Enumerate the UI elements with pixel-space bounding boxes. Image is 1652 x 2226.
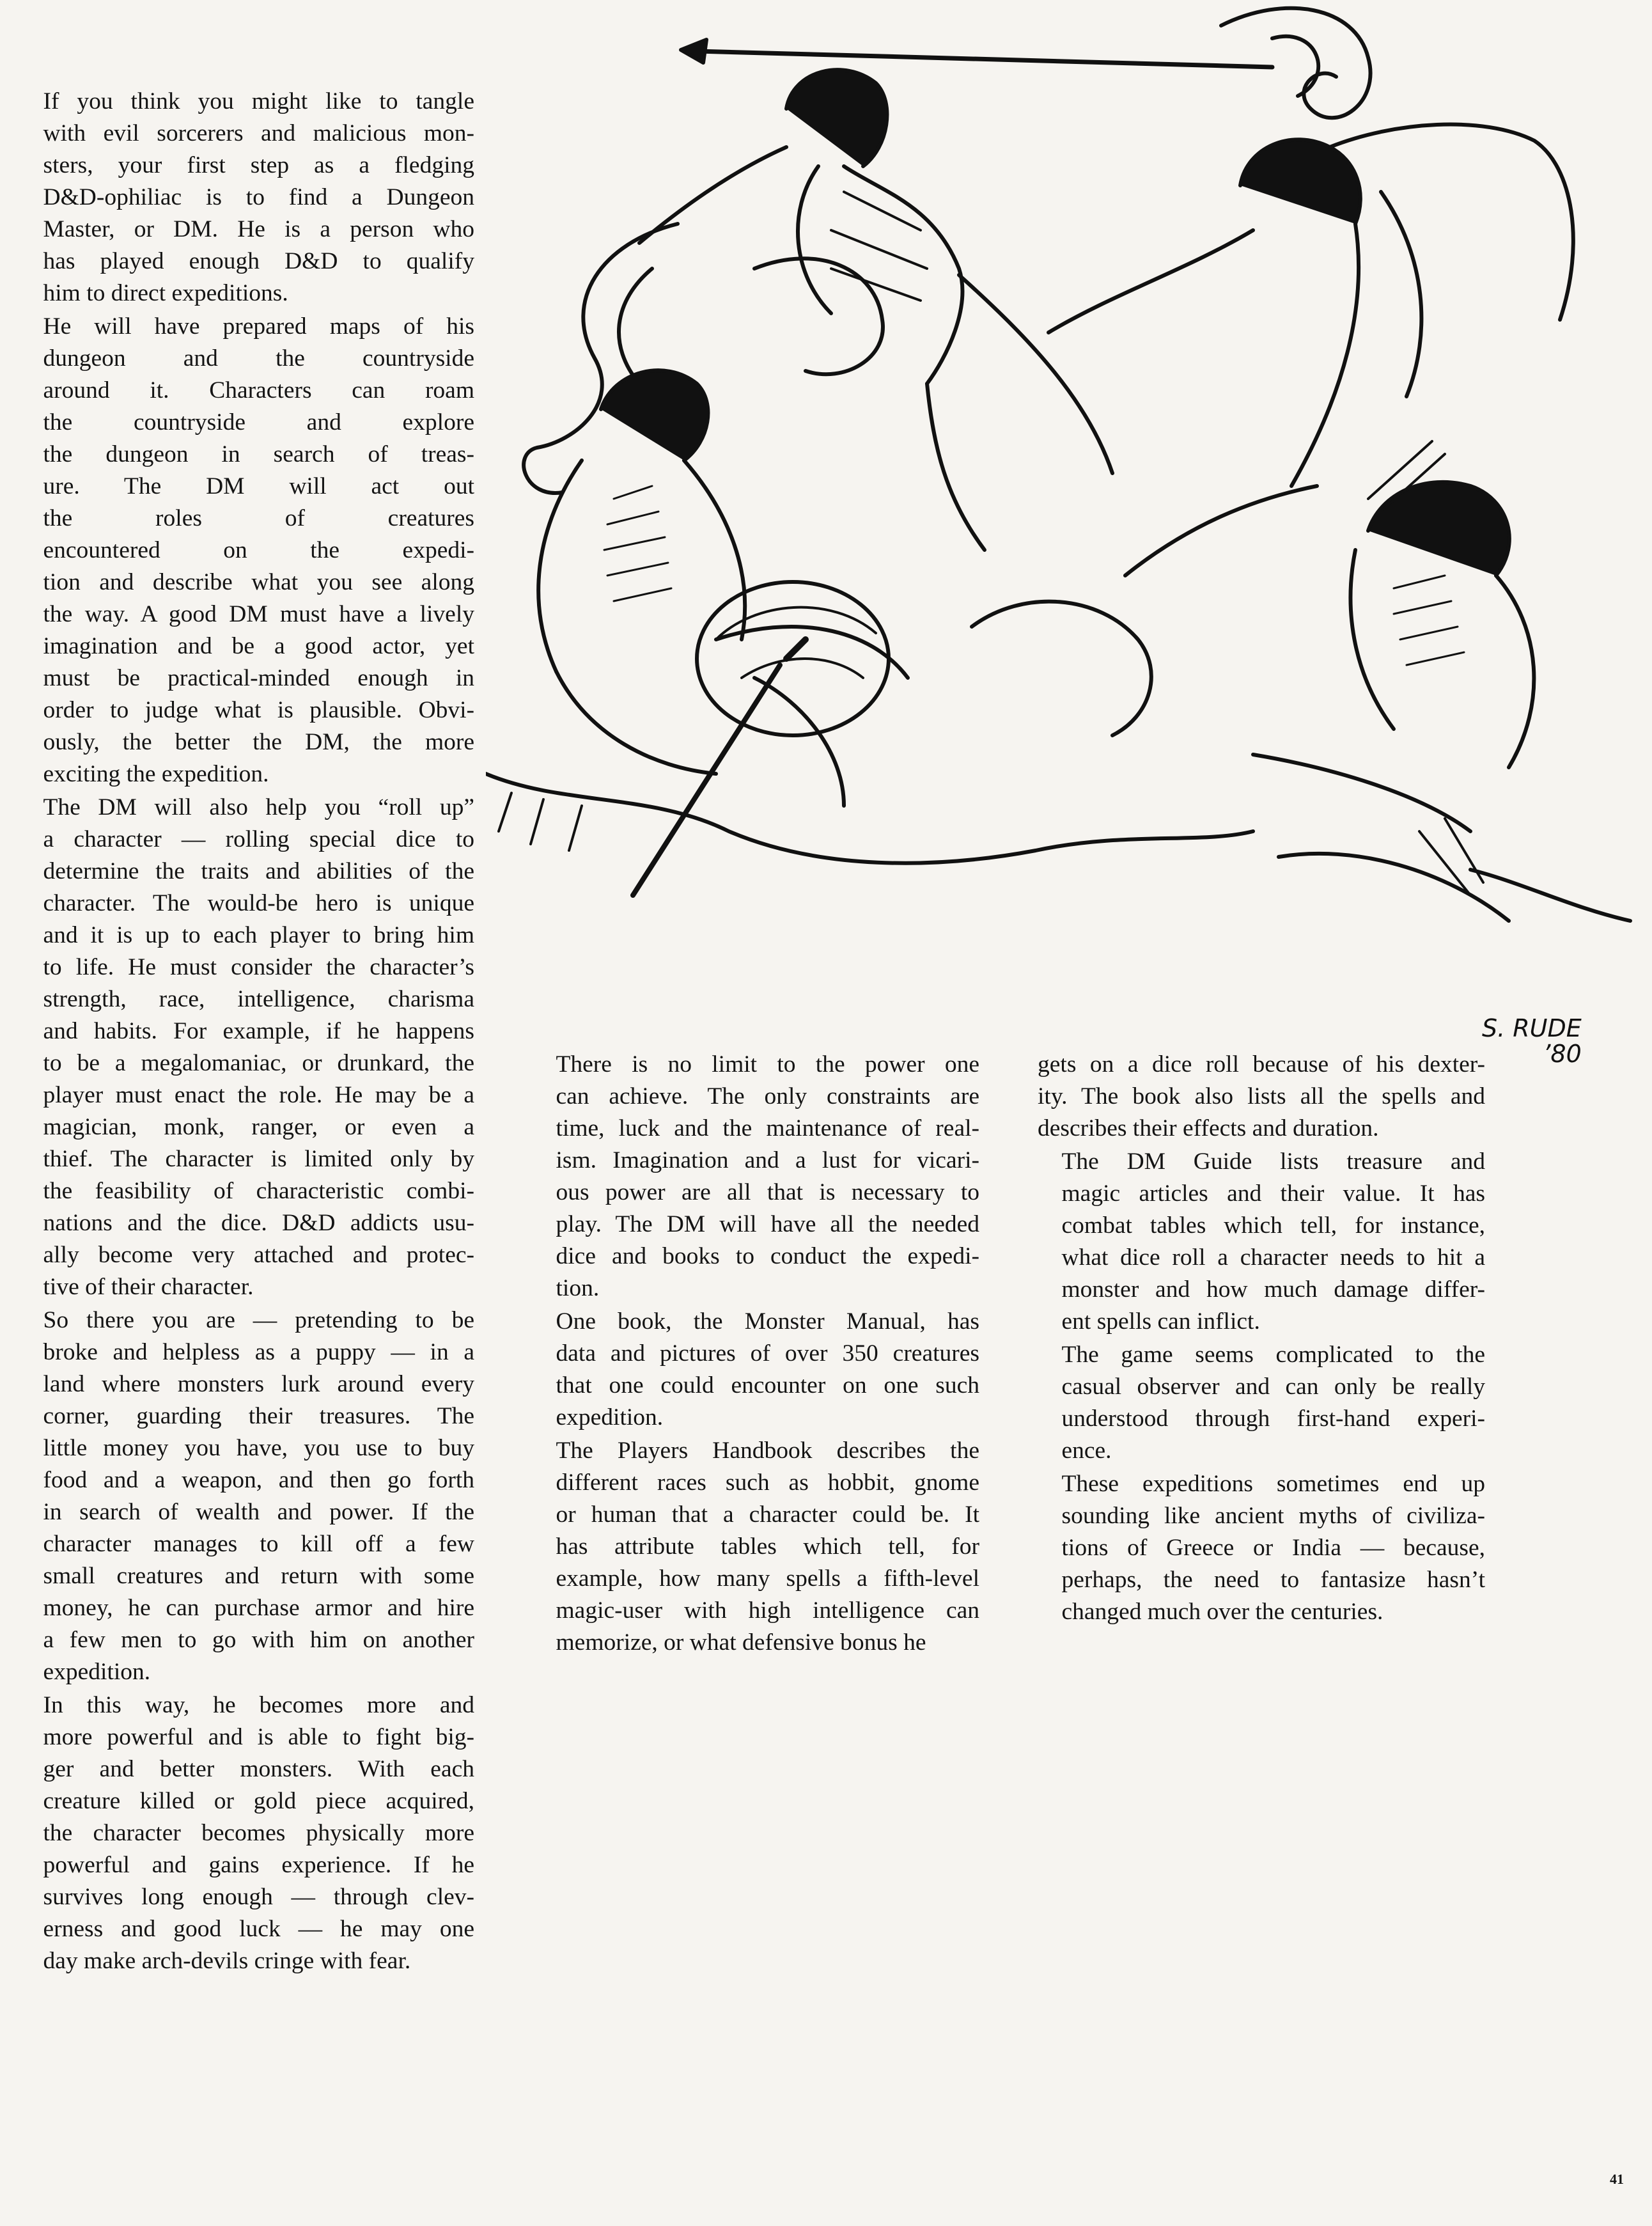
text-line: data and pictures of over 350 creatures xyxy=(556,1340,979,1367)
article-column-3 xyxy=(1038,1049,1485,1628)
text-line: a few men to go with him on another xyxy=(43,1627,474,1653)
text-line: and habits. For example, if he happens xyxy=(43,1018,474,1044)
text-line: the roles of creatures xyxy=(43,505,474,531)
text-line: has played enough D&D to qualify xyxy=(43,248,474,274)
text-line: combat tables which tell, for instance, xyxy=(1061,1212,1485,1239)
text-line: memorize, or what defensive bonus he xyxy=(556,1629,926,1656)
text-line: time, luck and the maintenance of real- xyxy=(556,1115,979,1141)
text-line: small creatures and return with some xyxy=(43,1563,474,1589)
text-line: The DM will also help you “roll up” xyxy=(43,794,474,820)
text-line: magic-user with high intelligence can xyxy=(556,1597,979,1624)
text-line: The Players Handbook describes the xyxy=(556,1438,979,1464)
text-line: magic articles and their value. It has xyxy=(1061,1180,1485,1207)
text-line: strength, race, intelligence, charisma xyxy=(43,986,474,1012)
text-line: ously, the better the DM, the more xyxy=(43,729,474,755)
text-line: magician, monk, ranger, or even a xyxy=(43,1114,474,1140)
text-line: gets on a dice roll because of his dexter- xyxy=(1038,1051,1485,1078)
text-line: to life. He must consider the character’s xyxy=(43,954,474,980)
text-line: tions of Greece or India — because, xyxy=(1061,1535,1485,1561)
text-line: describes their effects and duration. xyxy=(1038,1115,1379,1141)
text-line: the feasibility of characteristic combi- xyxy=(43,1178,474,1204)
text-line: him to direct expeditions. xyxy=(43,280,288,306)
text-line: perhaps, the need to fantasize hasn’t xyxy=(1061,1567,1485,1593)
text-line: the dungeon in search of treas- xyxy=(43,441,474,467)
text-line: or human that a character could be. It xyxy=(556,1501,979,1528)
signature-name: S. RUDE xyxy=(1482,1014,1582,1042)
text-line: determine the traits and abilities of the xyxy=(43,858,474,884)
fantasy-battle-illustration xyxy=(486,0,1652,1023)
text-line: nations and the dice. D&D addicts usu- xyxy=(43,1210,474,1236)
text-line: sounding like ancient myths of civiliza- xyxy=(1061,1503,1485,1529)
text-line: dungeon and the countryside xyxy=(43,345,474,372)
text-line: ence. xyxy=(1061,1438,1112,1464)
text-line: a character — rolling special dice to xyxy=(43,826,474,852)
text-line: ger and better monsters. With each xyxy=(43,1756,474,1782)
text-line: food and a weapon, and then go forth xyxy=(43,1467,474,1493)
text-line: land where monsters lurk around every xyxy=(43,1371,474,1397)
text-line: around it. Characters can roam xyxy=(43,377,474,404)
text-line: ism. Imagination and a lust for vicari- xyxy=(556,1147,979,1173)
text-line: ure. The DM will act out xyxy=(43,473,474,499)
text-line: play. The DM will have all the needed xyxy=(556,1211,979,1237)
text-line: creature killed or gold piece acquired, xyxy=(43,1788,474,1814)
text-line: tion. xyxy=(556,1275,600,1301)
text-line: So there you are — pretending to be xyxy=(43,1307,474,1333)
text-line: ity. The book also lists all the spells and xyxy=(1038,1083,1485,1109)
text-line: the way. A good DM must have a lively xyxy=(43,601,474,627)
text-line: understood through first-hand experi- xyxy=(1061,1406,1485,1432)
text-line: He will have prepared maps of his xyxy=(43,313,474,340)
text-line: survives long enough — through clev- xyxy=(43,1884,474,1910)
paragraph xyxy=(19,1305,474,1688)
text-line: There is no limit to the power one xyxy=(556,1051,979,1078)
text-line: In this way, he becomes more and xyxy=(43,1692,474,1718)
text-line: ally become very attached and protec- xyxy=(43,1242,474,1268)
text-line: D&D-ophiliac is to find a Dungeon xyxy=(43,184,474,210)
text-line: order to judge what is plausible. Obvi- xyxy=(43,697,474,723)
text-line: expedition. xyxy=(556,1404,664,1430)
text-line: erness and good luck — he may one xyxy=(43,1916,474,1942)
paragraph xyxy=(1038,1049,1485,1145)
text-line: These expeditions sometimes end up xyxy=(1061,1471,1485,1497)
text-line: example, how many spells a fifth-level xyxy=(556,1565,979,1592)
text-line: corner, guarding their treasures. The xyxy=(43,1403,474,1429)
text-line: the countryside and explore xyxy=(43,409,474,435)
text-line: ous power are all that is necessary to xyxy=(556,1179,979,1205)
text-line: in search of wealth and power. If the xyxy=(43,1499,474,1525)
text-line: Master, or DM. He is a person who xyxy=(43,216,474,242)
paragraph xyxy=(532,1435,979,1659)
text-line: ent spells can inflict. xyxy=(1061,1308,1260,1335)
text-line: can achieve. The only constraints are xyxy=(556,1083,979,1109)
text-line: encountered on the expedi- xyxy=(43,537,474,563)
text-line: expedition. xyxy=(43,1659,151,1685)
text-line: and it is up to each player to bring him xyxy=(43,922,474,948)
text-line: changed much over the centuries. xyxy=(1061,1599,1383,1625)
text-line: tive of their character. xyxy=(43,1274,254,1300)
paragraph xyxy=(19,311,474,790)
text-line: different races such as hobbit, gnome xyxy=(556,1470,979,1496)
text-line: with evil sorcerers and malicious mon- xyxy=(43,120,474,146)
signature-year: ’80 xyxy=(1543,1040,1582,1068)
text-line: casual observer and can only be really xyxy=(1061,1374,1485,1400)
text-line: If you think you might like to tangle xyxy=(43,88,474,114)
text-line: has attribute tables which tell, for xyxy=(556,1533,979,1560)
page-number: 41 xyxy=(1610,2171,1624,2187)
text-line: exciting the expedition. xyxy=(43,761,269,787)
text-line: sters, your first step as a fledging xyxy=(43,152,474,178)
text-line: must be practical-minded enough in xyxy=(43,665,474,691)
paragraph xyxy=(532,1306,979,1434)
paragraph xyxy=(19,792,474,1303)
text-line: the character becomes physically more xyxy=(43,1820,474,1846)
paragraph xyxy=(1038,1146,1485,1338)
article-column-1 xyxy=(19,86,474,1977)
text-line: little money you have, you use to buy xyxy=(43,1435,474,1461)
artist-signature xyxy=(1482,1015,1582,1067)
paragraph xyxy=(532,1049,979,1305)
text-line: One book, the Monster Manual, has xyxy=(556,1308,979,1335)
article-column-2 xyxy=(532,1049,979,1659)
paragraph xyxy=(19,86,474,310)
text-line: The game seems complicated to the xyxy=(1061,1342,1485,1368)
text-line: monster and how much damage differ- xyxy=(1061,1276,1485,1303)
text-line: tion and describe what you see along xyxy=(43,569,474,595)
text-line: to be a megalomaniac, or drunkard, the xyxy=(43,1050,474,1076)
text-line: what dice roll a character needs to hit a xyxy=(1061,1244,1485,1271)
text-line: character. The would-be hero is unique xyxy=(43,890,474,916)
text-line: broke and helpless as a puppy — in a xyxy=(43,1339,474,1365)
text-line: thief. The character is limited only by xyxy=(43,1146,474,1172)
text-line: player must enact the role. He may be a xyxy=(43,1082,474,1108)
text-line: that one could encounter on one such xyxy=(556,1372,979,1399)
text-line: powerful and gains experience. If he xyxy=(43,1852,474,1878)
text-line: dice and books to conduct the expedi- xyxy=(556,1243,979,1269)
paragraph xyxy=(1038,1468,1485,1628)
text-line: imagination and be a good actor, yet xyxy=(43,633,474,659)
text-line: money, he can purchase armor and hire xyxy=(43,1595,474,1621)
text-line: more powerful and is able to fight big- xyxy=(43,1724,474,1750)
paragraph xyxy=(19,1689,474,1977)
text-line: The DM Guide lists treasure and xyxy=(1061,1148,1485,1175)
text-line: character manages to kill off a few xyxy=(43,1531,474,1557)
paragraph xyxy=(1038,1339,1485,1467)
text-line: day make arch-devils cringe with fear. xyxy=(43,1948,411,1974)
